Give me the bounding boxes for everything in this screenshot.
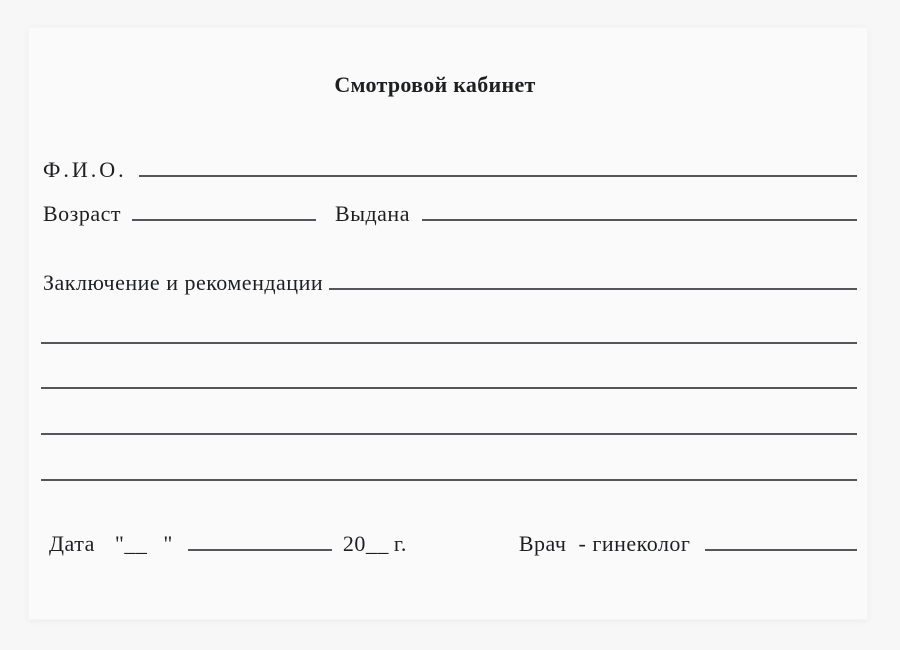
fio-label: Ф.И.О. — [43, 157, 127, 182]
issued-blank-line — [422, 219, 857, 221]
ruled-line — [41, 479, 857, 481]
date-month-blank-line — [188, 549, 332, 551]
age-issued-row — [43, 203, 857, 225]
doctor-label: Врач - гинеколог — [518, 531, 691, 556]
form-card — [28, 27, 868, 620]
conclusion-blank-line — [329, 288, 857, 290]
date-year-blank: __ — [365, 531, 389, 556]
form-title: Смотровой кабинет — [334, 72, 536, 97]
fio-blank-line — [139, 175, 857, 177]
date-year-prefix: 20 — [342, 531, 366, 556]
date-doctor-row — [43, 533, 857, 555]
doctor-signature-line — [705, 549, 857, 551]
conclusion-label: Заключение и рекомендации — [43, 270, 324, 295]
date-quote-close: " — [163, 531, 173, 556]
age-blank-line — [132, 219, 316, 221]
date-label: Дата — [49, 531, 95, 556]
fio-row — [43, 159, 857, 181]
date-quote-open: " — [114, 531, 125, 556]
date-day-blank: __ — [124, 531, 148, 556]
ruled-line — [41, 433, 857, 435]
age-label: Возраст — [43, 201, 122, 226]
issued-label: Выдана — [335, 201, 410, 226]
ruled-line — [41, 387, 857, 389]
date-year-suffix: г. — [393, 531, 407, 556]
conclusion-row — [43, 272, 857, 294]
ruled-line — [41, 342, 857, 344]
